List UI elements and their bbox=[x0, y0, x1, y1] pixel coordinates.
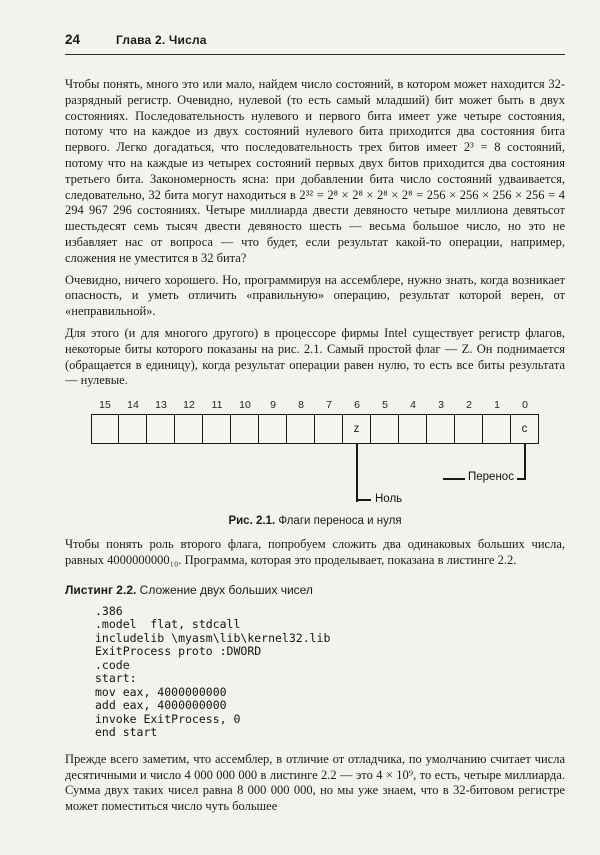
bit-number: 11 bbox=[211, 399, 223, 412]
bit-number: 7 bbox=[326, 399, 332, 412]
figure-caption bbox=[65, 515, 565, 527]
bit-cell bbox=[175, 414, 203, 444]
bit-number: 14 bbox=[127, 399, 139, 412]
bit-cell bbox=[91, 414, 119, 444]
page-number: 24 bbox=[65, 32, 81, 47]
figure-caption-number: Рис. 2.1. bbox=[228, 515, 276, 528]
bit-cell bbox=[427, 414, 455, 444]
listing-title bbox=[65, 583, 565, 597]
bit-cell bbox=[483, 414, 511, 444]
bit-number: 12 bbox=[183, 399, 195, 412]
bit-cell-zero-flag: z bbox=[343, 414, 371, 444]
bit-cell bbox=[371, 414, 399, 444]
paragraph-4: Чтобы понять роль второго флага, попробуем сложить два одинаковых больших числа, равных 4000000000₁₀. Программа, которая это проделывает, показана в листинге 2.2. bbox=[65, 537, 565, 567]
bit-cell bbox=[259, 414, 287, 444]
code-line: invoke ExitProcess, 0 bbox=[95, 711, 241, 726]
code-line: ExitProcess proto :DWORD bbox=[95, 644, 262, 659]
bit-number: 8 bbox=[298, 399, 304, 412]
code-line: .code bbox=[95, 657, 130, 672]
code-line: .386 bbox=[95, 603, 123, 618]
carry-flag-label: Перенос bbox=[465, 471, 517, 483]
bit-cell bbox=[315, 414, 343, 444]
chapter-title: Глава 2. Числа bbox=[116, 33, 207, 47]
listing-title-number: Листинг 2.2. bbox=[65, 582, 137, 597]
paragraph-3: Для этого (и для многого другого) в процессоре фирмы Intel существует регистр флагов, некоторые биты которого показаны на рис. 2.1. Самый простой флаг — Z. Он поднимается (обращается в единицу), когда результат операции равен нулю, то есть все биты результата — нулевые. bbox=[65, 325, 565, 388]
zero-flag-label: Ноль bbox=[375, 493, 403, 506]
bit-cell bbox=[119, 414, 147, 444]
bit-number: 1 bbox=[494, 399, 500, 412]
bit-cell-carry-flag: c bbox=[511, 414, 539, 444]
bit-number-row bbox=[91, 399, 539, 412]
bit-number: 15 bbox=[99, 399, 111, 412]
bit-number: 9 bbox=[270, 399, 276, 412]
bit-number: 4 bbox=[410, 399, 416, 412]
bit-cell bbox=[203, 414, 231, 444]
bit-number: 5 bbox=[382, 399, 388, 412]
bit-cell bbox=[399, 414, 427, 444]
register-diagram bbox=[91, 399, 539, 509]
register-flags-figure bbox=[65, 399, 565, 527]
code-line: .model flat, stdcall bbox=[95, 617, 241, 632]
bit-number: 3 bbox=[438, 399, 444, 412]
paragraph-2: Очевидно, ничего хорошего. Но, программируя на ассемблере, нужно знать, когда возникает опасность, и уметь отличить «правильную» операцию, результат которой верен, от «неправильной». bbox=[65, 272, 565, 319]
bit-number: 10 bbox=[239, 399, 251, 412]
code-block bbox=[95, 605, 565, 740]
bit-number: 0 bbox=[522, 399, 528, 412]
code-line: end start bbox=[95, 725, 158, 740]
code-line: mov eax, 4000000000 bbox=[95, 684, 227, 699]
bit-cell bbox=[231, 414, 259, 444]
code-line: start: bbox=[95, 671, 137, 686]
bit-cell bbox=[455, 414, 483, 444]
figure-caption-text: Флаги переноса и нуля bbox=[278, 515, 402, 528]
bit-cell bbox=[287, 414, 315, 444]
page-header bbox=[65, 32, 565, 47]
register-bit-row bbox=[91, 414, 539, 444]
bit-number: 2 bbox=[466, 399, 472, 412]
zero-flag-dash bbox=[358, 499, 371, 501]
paragraph-5: Прежде всего заметим, что ассемблер, в отличие от отладчика, по умолчанию считает числа десятичными и число 4 000 000 000 в листинге 2.2 — это 4 × 10⁹, то есть, четыре миллиарда. Сумма двух таких чисел равна 8 000 000 000, но мы уже знаем, что в 32-битовом регистре может поместиться число чуть большее bbox=[65, 751, 565, 814]
header-rule bbox=[65, 54, 565, 55]
bit-cell bbox=[147, 414, 175, 444]
bit-number: 13 bbox=[155, 399, 167, 412]
carry-flag-connector-line bbox=[524, 444, 526, 480]
code-line: add eax, 4000000000 bbox=[95, 698, 227, 713]
bit-number: 6 bbox=[354, 399, 360, 412]
code-line: includelib \myasm\lib\kernel32.lib bbox=[95, 630, 331, 645]
paragraph-1: Чтобы понять, много это или мало, найдем число состояний, в котором может находится 32-разрядный регистр. Очевидно, нулевой (то есть самый младший) бит может быть в двух состояниях. Последовательность нулевого и первого бита имеет уже четыре состояния, потому что на каждое из двух состояний нулевого бита приходится два состояния бита первого. Легко догадаться, что последовательность трех битов имеет 2³ = 8 состояний, потому что на каждые из четырех состояний первых двух битов приходится два состояния третьего бита. Закономерность ясна: при добавлении бита число состояний удваивается, следовательно, 32 бита могут находиться в 2³² = 2⁸ × 2⁸ × 2⁸ × 2⁸ = 256 × 256 × 256 × 256 = 4 294 967 296 состояниях. Четыре миллиарда двести девяносто четыре миллиона девятьсот шестьдесят семь тысяч двести девяносто шесть — весьма большое число, но это не избавляет нас от вопроса — что будет, если результат какой-то операции, например, сложения не уместится в 32 бита? bbox=[65, 77, 565, 265]
listing-title-text: Сложение двух больших чисел bbox=[139, 582, 313, 597]
zero-flag-connector-line bbox=[356, 444, 358, 502]
